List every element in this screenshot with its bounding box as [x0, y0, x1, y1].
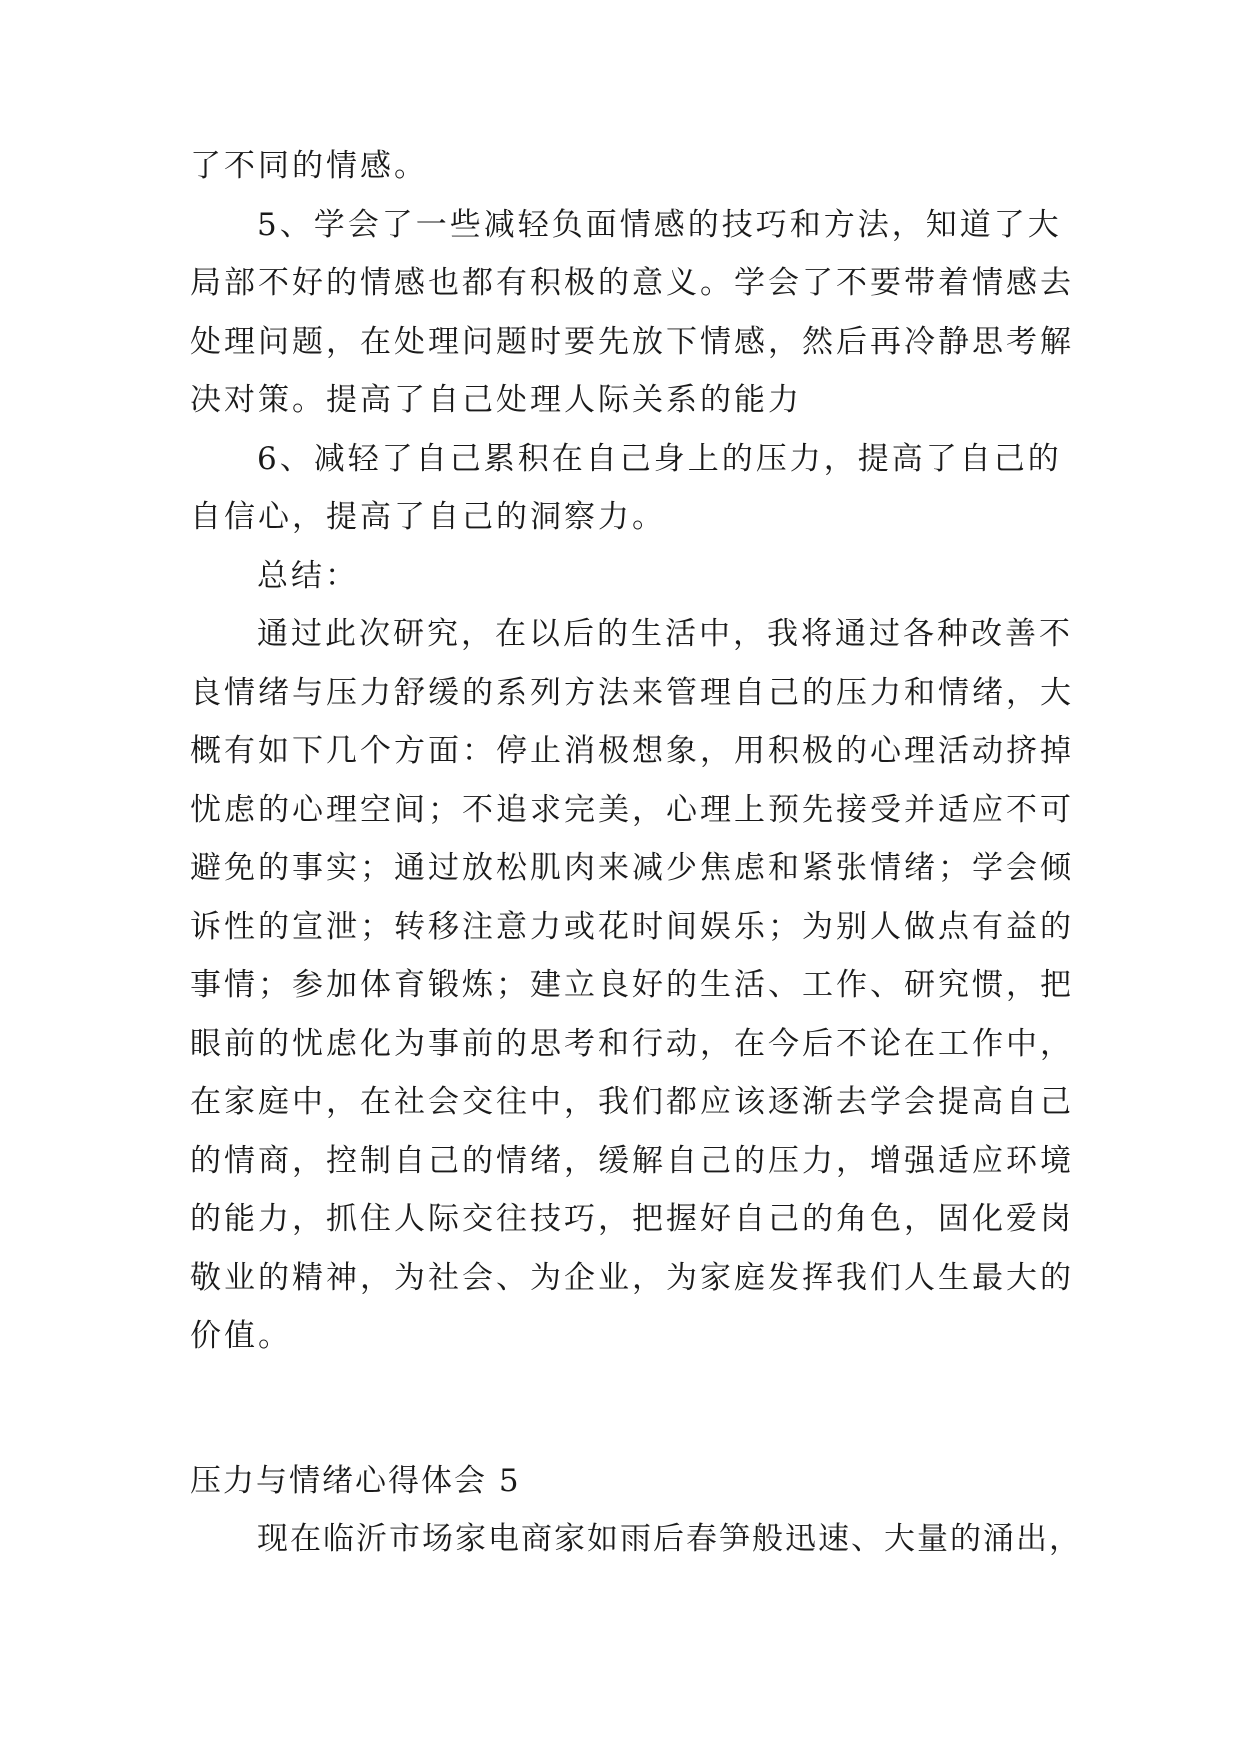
paragraph-line: 的能力，抓住人际交往技巧，把握好自己的角色，固化爱岗 — [190, 1201, 1074, 1237]
summary-heading: 总结： — [257, 557, 359, 594]
paragraph-line: 5、学会了一些减轻负面情感的技巧和方法，知道了大 — [257, 206, 1062, 243]
paragraph-line: 避免的事实；通过放松肌肉来减少焦虑和紧张情绪；学会倾 — [190, 850, 1074, 886]
paragraph-line: 忧虑的心理空间；不追求完美，心理上预先接受并适应不可 — [190, 791, 1074, 828]
paragraph-line: 敬业的精神，为社会、为企业，为家庭发挥我们人生最大的 — [190, 1259, 1074, 1296]
paragraph-line: 自信心，提高了自己的洞察力。 — [190, 499, 666, 535]
paragraph-line: 决对策。提高了自己处理人际关系的能力 — [190, 382, 802, 418]
paragraph-line: 的情商，控制自己的情绪，缓解自己的压力，增强适应环境 — [190, 1142, 1074, 1179]
body-text — [190, 137, 1074, 1366]
paragraph-line: 价值。 — [190, 1318, 292, 1354]
paragraph-line: 诉性的宣泄；转移注意力或花时间娱乐；为别人做点有益的 — [190, 908, 1074, 945]
paragraph-line: 良情绪与压力舒缓的系列方法来管理自己的压力和情绪，大 — [190, 674, 1074, 711]
paragraph-line: 6、减轻了自己累积在自己身上的压力，提高了自己的 — [257, 440, 1062, 477]
section-first-line: 现在临沂市场家电商家如雨后春笋般迅速、大量的涌出， — [257, 1521, 1082, 1557]
paragraph-line: 概有如下几个方面：停止消极想象，用积极的心理活动挤掉 — [190, 733, 1074, 769]
paragraph-line: 眼前的忧虑化为事前的思考和行动，在今后不论在工作中， — [190, 1025, 1074, 1062]
paragraph-line: 处理问题，在处理问题时要先放下情感，然后再冷静思考解 — [190, 323, 1074, 360]
section-heading: 压力与情绪心得体会 5 — [190, 1463, 521, 1499]
paragraph-line: 事情；参加体育锻炼；建立良好的生活、工作、研究惯，把 — [190, 967, 1074, 1003]
paragraph-line: 在家庭中，在社会交往中，我们都应该逐渐去学会提高自己 — [190, 1084, 1074, 1120]
paragraph-line: 通过此次研究，在以后的生活中，我将通过各种改善不 — [257, 616, 1073, 652]
paragraph-line: 局部不好的情感也都有积极的意义。学会了不要带着情感去 — [190, 265, 1074, 301]
paragraph-line: 了不同的情感。 — [190, 148, 428, 184]
